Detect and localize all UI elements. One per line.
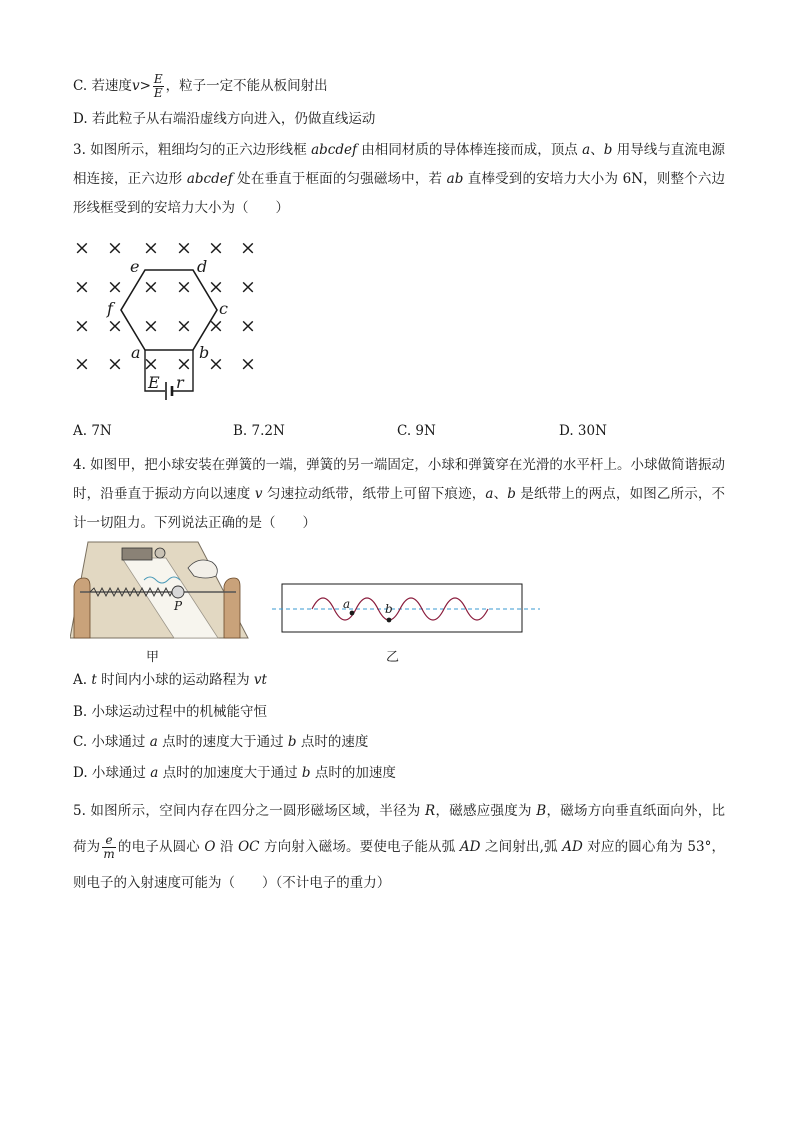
q4-stem: 4. 如图甲，把小球安装在弹簧的一端，弹簧的另一端固定，小球和弹簧穿在光滑的水平杆上。小球做简谐振动时，沿垂直于振动方向以速度 v 匀速拉动纸带，纸带上可留下痕迹，a、b 是纸带上的两点，如图乙所示，不计一切阻力。下列说法正确的是（ ）: [73, 457, 725, 531]
q4-option-d: D. 小球通过 a 点时的加速度大于通过 b 点时的加速度: [73, 765, 396, 781]
cross-mark: ×: [208, 276, 224, 298]
q3-option-a: A. 7N: [73, 423, 112, 439]
paper-strip-frame: [282, 584, 522, 632]
hexagon-frame: [121, 270, 217, 350]
cross-mark: ×: [176, 315, 192, 337]
cross-mark: ×: [208, 315, 224, 337]
right-support: [224, 578, 240, 638]
q3-option-b: B. 7.2N: [233, 423, 285, 439]
option-text: 若速度: [91, 78, 132, 94]
cross-mark: ×: [107, 276, 123, 298]
point-label-P: P: [174, 599, 183, 613]
cross-mark: ×: [143, 315, 159, 337]
option-text: ，粒子一定不能从板间射出: [165, 78, 328, 94]
figure-jia-apparatus: [70, 540, 250, 644]
left-support: [74, 578, 90, 638]
vertex-label-f: f: [107, 299, 113, 318]
cross-mark: ×: [143, 353, 159, 375]
q5-stem: 5. 如图所示，空间内存在四分之一圆形磁场区域，半径为 R，磁感应强度为 B，磁场方向垂直纸面向外，比荷为 $\frac{e}{m}$ 的电子从圆心 O 沿 OC 方向射入磁场。要使电子能从弧 AD 之间射出,弧 AD 对应的圆心角为 53°，则电子的入射速度可能为（ ）（不计电子的重力）: [73, 803, 726, 891]
roller: [155, 548, 165, 558]
cross-mark: ×: [74, 276, 90, 298]
source-label-E: E: [148, 373, 160, 392]
cross-mark: ×: [240, 315, 256, 337]
pen-holder: [122, 548, 152, 560]
cross-mark: ×: [176, 276, 192, 298]
cross-mark: ×: [107, 237, 123, 259]
point-b: [387, 618, 392, 623]
q2-option-c: [73, 73, 328, 100]
cross-mark: ×: [143, 237, 159, 259]
cross-mark: ×: [107, 353, 123, 375]
cross-mark: ×: [208, 353, 224, 375]
point-a: [350, 611, 355, 616]
figure-jia-caption: 甲: [146, 650, 160, 665]
cross-mark: ×: [240, 353, 256, 375]
q3-stem: 3. 如图所示，粗细均匀的正六边形线框 abcdef 由相同材质的导体棒连接而成，顶点 a、b 用导线与直流电源相连接，正六边形 abcdef 处在垂直于框面的匀强磁场中，若 ab 直棒受到的安培力大小为 6N，则整个六边形线框受到的安培力大小为（ ）: [73, 142, 726, 216]
vertex-label-b: b: [199, 343, 210, 362]
cross-mark: ×: [143, 276, 159, 298]
option-label: C.: [73, 78, 88, 94]
vertex-label-c: c: [219, 299, 228, 318]
cross-mark: ×: [176, 237, 192, 259]
q4-option-b: B. 小球运动过程中的机械能守恒: [73, 704, 268, 720]
cross-mark: ×: [74, 237, 90, 259]
fraction-e-over-m: $\frac{e}{m}$: [103, 833, 115, 861]
resistance-label-r: r: [176, 373, 184, 392]
fraction-e-over-e: $\frac{E}{E}$: [153, 72, 163, 100]
q3-option-d: D. 30N: [559, 423, 607, 439]
relation-symbol: >: [139, 78, 151, 94]
cross-mark: ×: [240, 276, 256, 298]
cross-mark: ×: [208, 237, 224, 259]
vertex-label-d: d: [197, 257, 208, 276]
vertex-label-a: a: [131, 343, 141, 362]
q2-option-d: D. 若此粒子从右端沿虚线方向进入，仍做直线运动: [73, 111, 376, 127]
cross-mark: ×: [176, 353, 192, 375]
vertex-label-e: e: [130, 257, 140, 276]
hexagon-field-figure: [68, 232, 268, 404]
cross-mark: ×: [240, 237, 256, 259]
point-label-b: b: [385, 602, 393, 616]
figure-yi-paper-trace: [272, 582, 542, 636]
q3-option-c: C. 9N: [397, 423, 436, 439]
magnetic-field-crosses: [74, 237, 256, 375]
q4-option-a: A. t 时间内小球的运动路程为 vt: [73, 672, 267, 688]
cross-mark: ×: [74, 315, 90, 337]
cross-mark: ×: [107, 315, 123, 337]
var-v: v: [131, 78, 140, 94]
cross-mark: ×: [74, 353, 90, 375]
point-label-a: a: [343, 597, 351, 611]
q4-option-c: C. 小球通过 a 点时的速度大于通过 b 点时的速度: [73, 734, 369, 750]
figure-yi-caption: 乙: [386, 650, 400, 665]
ball: [172, 586, 184, 598]
